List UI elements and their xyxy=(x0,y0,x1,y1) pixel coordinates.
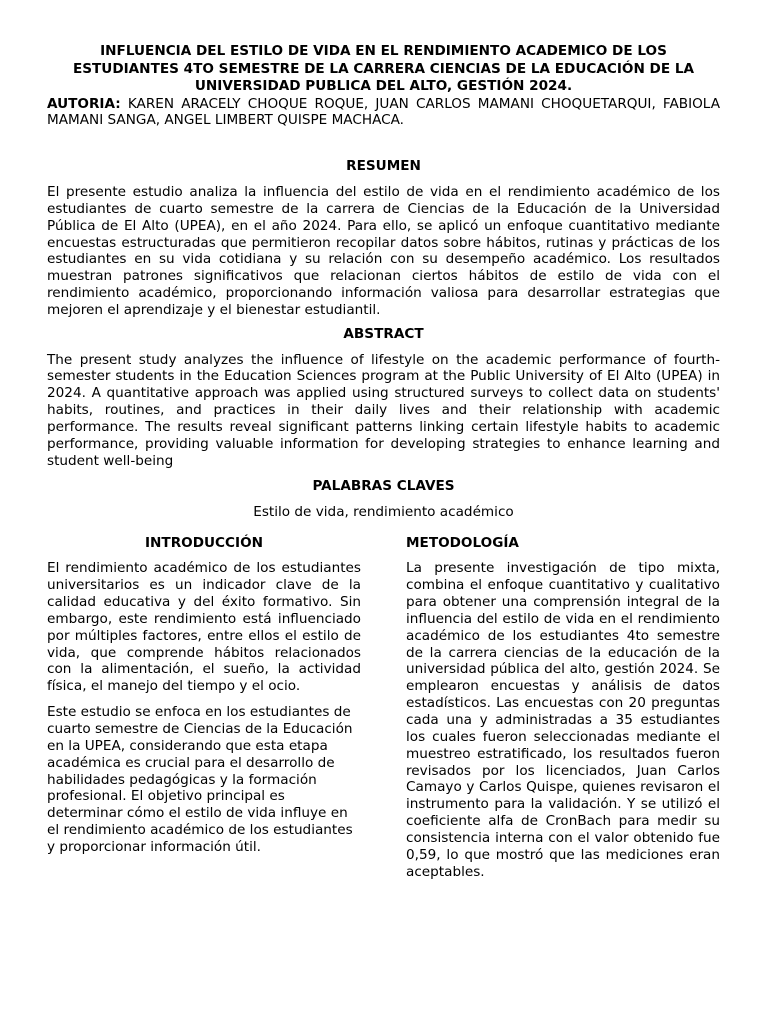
abstract-text: The present study analyzes the influence of lifestyle on the academic performance of fourth-semester students in the Education Sciences program at the Public University of El Alto (UPEA) in 2024. A quantitative approach was applied using structured surveys to collect data on students' habits, routines, and practices in their daily lives and their relationship with academic performance. The results reveal significant patterns linking certain lifestyle habits to academic performance, providing valuable information for developing strategies to enhance learning and student well-being xyxy=(47,351,720,469)
resumen-text: El presente estudio analiza la influencia del estilo de vida en el rendimiento académico de los estudiantes de cuarto semestre de la carrera de Ciencias de la Educación de la Universidad Pública de El Alto (UPEA), en el año 2024. Para ello, se aplicó un enfoque cuantitativo mediante encuestas estructuradas que permitieron recopilar datos sobre hábitos, rutinas y prácticas de los estudiantes en su vida cotidiana y su relación con su desempeño académico. Los resultados muestran patrones significativos que relacionan ciertos hábitos de estilo de vida con el rendimiento académico, proporcionando información valiosa para desarrollar estrategias que mejoren el aprendizaje y el bienestar estudiantil. xyxy=(47,183,720,318)
authors-names: KAREN ARACELY CHOQUE ROQUE, JUAN CARLOS MAMANI CHOQUETARQUI, FABIOLA MAMANI SANGA, ANGEL LIMBERT QUISPE MACHACA. xyxy=(47,95,720,129)
keywords-text: Estilo de vida, rendimiento académico xyxy=(253,504,514,521)
introduccion-paragraph-2: Este estudio se enfoca en los estudiantes de cuarto semestre de Ciencias de la Educación en la UPEA, considerando que esta etapa académica es crucial para el desarrollo de habilidades pedagógicas y la formación profesional. El objetivo principal es determinar cómo el estilo de vida influye en el rendimiento académico de los estudiantes y proporcionar información útil. xyxy=(47,704,353,855)
metodologia-paragraph: La presente investigación de tipo mixta, combina el enfoque cuantitativo y cualitativo para obtener una comprensión integral de la influencia del estilo de vida en el rendimiento académico de los estudiantes 4to semestre de la carrera ciencias de la educación de la universidad pública del alto, gestión 2024. Se emplearon encuestas y análisis de datos estadísticos. Las encuestas con 20 preguntas cada una y administradas a 35 estudiantes los cuales fueron seleccionadas mediante el muestreo estratificado, los resultados fueron revisados por los licenciados, Juan Carlos Camayo y Carlos Quispe, quienes revisaron el instrumento para la validación. Y se utilizó el coeficiente alfa de CronBach para medir su consistencia interna con el valor obtenido fue 0,59, lo que mostró que las mediciones eran aceptables. xyxy=(406,560,720,880)
authors-line xyxy=(47,96,720,130)
metodologia-section xyxy=(406,535,720,881)
metodologia-heading: METODOLOGÍA xyxy=(406,534,519,551)
paper-title: INFLUENCIA DEL ESTILO DE VIDA EN EL RENDIMIENTO ACADEMICO DE LOS ESTUDIANTES 4TO SEMESTRE DE LA CARRERA CIENCIAS DE LA EDUCACIÓN DE LA UNIVERSIDAD PUBLICA DEL ALTO, GESTIÓN 2024. xyxy=(72,43,695,94)
authors-label: AUTORIA: xyxy=(47,95,121,112)
two-column-body xyxy=(47,535,720,881)
introduccion-heading: INTRODUCCIÓN xyxy=(145,534,263,551)
keywords-heading: PALABRAS CLAVES xyxy=(312,478,455,495)
abstract-heading: ABSTRACT xyxy=(343,325,424,342)
resumen-heading: RESUMEN xyxy=(346,158,421,175)
paper-page xyxy=(47,43,720,880)
introduccion-section xyxy=(47,535,361,881)
introduccion-paragraph-1: El rendimiento académico de los estudiantes universitarios es un indicador clave de la calidad educativa y del éxito formativo. Sin embargo, este rendimiento está influenciado por múltiples factores, entre ellos el estilo de vida, que comprende hábitos relacionados con la alimentación, el sueño, la actividad física, el manejo del tiempo y el ocio. xyxy=(47,560,361,695)
